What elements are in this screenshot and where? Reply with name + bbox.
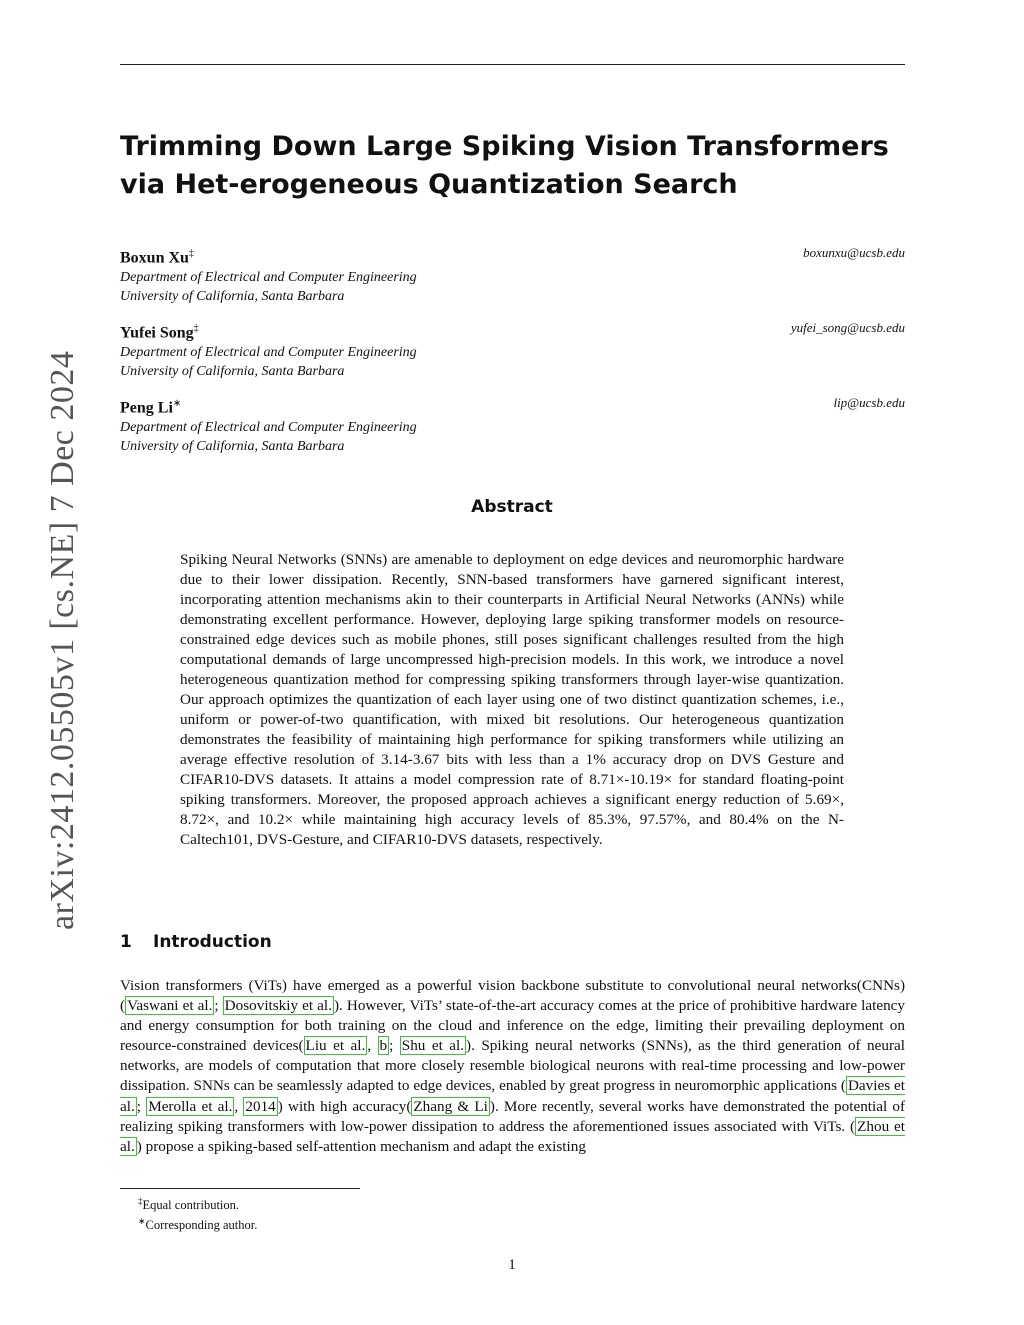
footnote: ‡Equal contribution. bbox=[138, 1196, 240, 1213]
citation-link[interactable]: Merolla et al. bbox=[148, 1097, 233, 1115]
citation-link[interactable]: Zhou et al. bbox=[120, 1117, 905, 1155]
abstract-heading: Abstract bbox=[471, 497, 553, 517]
author-name: Boxun Xu‡ bbox=[120, 248, 194, 267]
author-email[interactable]: lip@ucsb.edu bbox=[833, 395, 905, 410]
intro-paragraph: Vision transformers (ViTs) have emerged as a powerful vision backbone substitute to convolutional neural networks(CNNs) ( Vaswani et al. ; Dosovitskiy et al. ). However, ViTs’ state-of-the-art accuracy comes at the price of prohibitive hardware latency and energy consumption for both training on the cloud and inference on the edge, limiting their prevailing deployment on resource-constrained devices( Liu et al. , b ; Shu et al. ). Spiking neural networks (SNNs), as the third generation of neural networks, are models of computation that more closely resemble biological neurons with real-time processing and low-power dissipation. SNNs can be seamlessly adapted to edge devices, enabled by great progress in neuromorphic applications ( Davies et al. ; Merolla et al. , 2014 ) with high accuracy( Zhang & Li ). More recently, several works have demonstrated the potential of realizing spiking transformers with low-power dissipation to address the aforementioned issues associated with ViTs. ( Zhou et al. ) propose a spiking-based self-attention mechanism and adapt the existing bbox=[120, 977, 906, 1155]
page-number: 1 bbox=[508, 1257, 516, 1273]
abstract-text: Spiking Neural Networks (SNNs) are amenable to deployment on edge devices and neuromorphic hardware due to their lower dissipation. Recently, SNN-based transformers have garnered significant interest, incorporating attention mechanisms akin to their counterparts in Artificial Neural Networks (ANNs) while demonstrating excellent performance. However, deploying large spiking transformer models on resource-constrained edge devices such as mobile phones, still poses significant challenges resulted from the high computational demands of large uncompressed high-precision models. In this work, we introduce a novel heterogeneous quantization method for compressing spiking transformers through layer-wise quantization. Our approach optimizes the quantization of each layer using one of two distinct quantization schemes, i.e., uniform or power-of-two quantification, with mixed bit resolutions. Our heterogeneous quantization demonstrates the feasibility of maintaining high performance for spiking transformers while utilizing an average effective resolution of 3.14-3.67 bits with less than a 1% accuracy drop on DVS Gesture and CIFAR10-DVS datasets. It attains a model compression rate of 8.71×-10.19× for standard floating-point spiking transformers. Moreover, the proposed approach achieves a significant energy reduction of 5.69×, 8.72×, and 10.2× while maintaining high accuracy levels of 85.3%, 97.57%, and 80.4% on the N-Caltech101, DVS-Gesture, and CIFAR10-DVS datasets, respectively. bbox=[180, 551, 844, 848]
paper-title: Trimming Down Large Spiking Vision Transformers via Het-erogeneous Quantization Search bbox=[120, 131, 889, 200]
author-name: Peng Li∗ bbox=[120, 398, 182, 417]
arxiv-stamp: arXiv:2412.05505v1 [cs.NE] 7 Dec 2024 bbox=[44, 350, 81, 930]
citation-link[interactable]: Zhang & Li bbox=[413, 1097, 488, 1115]
citation-link[interactable]: b bbox=[379, 1037, 388, 1055]
citation-link[interactable]: 2014 bbox=[245, 1097, 276, 1115]
author-email[interactable]: boxunxu@ucsb.edu bbox=[803, 245, 905, 260]
footnotes bbox=[138, 1193, 257, 1233]
author-department: Department of Electrical and Computer Engineering bbox=[120, 420, 417, 436]
citation-link[interactable]: Davies et al. bbox=[120, 1077, 905, 1115]
author-department: Department of Electrical and Computer Engineering bbox=[120, 270, 417, 286]
author-block bbox=[120, 319, 905, 381]
citation-link[interactable]: Shu et al. bbox=[401, 1037, 465, 1055]
section-title: Introduction bbox=[153, 932, 272, 952]
author-block bbox=[120, 244, 905, 306]
author-university: University of California, Santa Barbara bbox=[120, 289, 345, 305]
top-rule bbox=[120, 64, 905, 65]
author-university: University of California, Santa Barbara bbox=[120, 364, 345, 380]
footnote: ∗Corresponding author. bbox=[138, 1216, 258, 1233]
section-number: 1 bbox=[120, 932, 132, 952]
author-name: Yufei Song‡ bbox=[120, 323, 199, 342]
citation-link[interactable]: Dosovitskiy et al. bbox=[224, 997, 332, 1015]
author-university: University of California, Santa Barbara bbox=[120, 439, 345, 455]
author-block bbox=[120, 394, 905, 456]
footnote-rule bbox=[120, 1188, 360, 1189]
citation-link[interactable]: Liu et al. bbox=[305, 1037, 366, 1055]
section-heading bbox=[120, 932, 272, 952]
citation-link[interactable]: Vaswani et al. bbox=[127, 997, 213, 1015]
author-email[interactable]: yufei_song@ucsb.edu bbox=[790, 320, 905, 335]
author-department: Department of Electrical and Computer Engineering bbox=[120, 345, 417, 361]
